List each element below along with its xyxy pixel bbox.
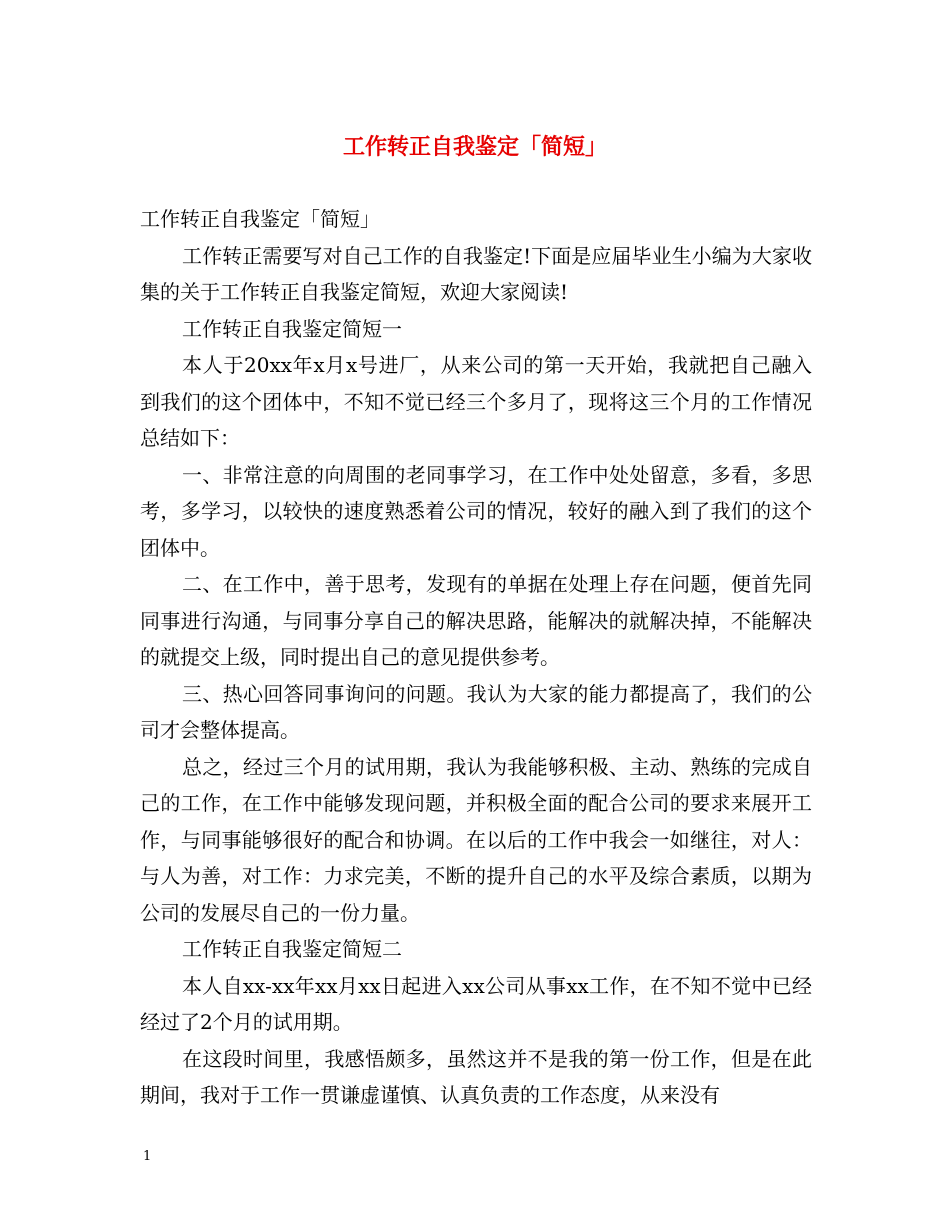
document-body bbox=[140, 201, 812, 1114]
page-number: 1 bbox=[143, 1149, 152, 1164]
paragraph: 三、热心回答同事询问的问题。我认为大家的能力都提高了，我们的公司才会整体提高。 bbox=[140, 681, 812, 742]
paragraph: 本人于20xx年x月x号进厂，从来公司的第一天开始，我就把自己融入到我们的这个团体中，不知不觉已经三个多月了，现将这三个月的工作情况总结如下： bbox=[140, 353, 812, 450]
paragraph: 一、非常注意的向周围的老同事学习，在工作中处处留意，多看，多思考，多学习，以较快的速度熟悉着公司的情况，较好的融入到了我们的这个团体中。 bbox=[140, 462, 812, 560]
section-heading-one: 工作转正自我鉴定简短一 bbox=[182, 316, 402, 341]
paragraph: 总之，经过三个月的试用期，我认为我能够积极、主动、熟练的完成自己的工作，在工作中能够发现问题，并积极全面的配合公司的要求来展开工作，与同事能够很好的配合和协调。在以后的工作中我会一如继往，对人：与人为善，对工作：力求完美，不断的提升自己的水平及综合素质，以期为公司的发展尽自己的一份力量。 bbox=[140, 754, 812, 925]
paragraph-intro: 工作转正需要写对自己工作的自我鉴定!下面是应届毕业生小编为大家收集的关于工作转正自我鉴定简短，欢迎大家阅读! bbox=[140, 243, 812, 304]
document-subtitle: 工作转正自我鉴定「简短」 bbox=[140, 207, 380, 231]
paragraph: 二、在工作中，善于思考，发现有的单据在处理上存在问题，便首先同同事进行沟通，与同事分享自己的解决思路，能解决的就解决掉，不能解决的就提交上级，同时提出自己的意见提供参考。 bbox=[140, 572, 812, 669]
document-title: 工作转正自我鉴定「简短」 bbox=[342, 134, 607, 160]
paragraph: 本人自xx-xx年xx月xx日起进入xx公司从事xx工作，在不知不觉中已经经过了2个月的试用期。 bbox=[140, 973, 812, 1034]
section-heading-two: 工作转正自我鉴定简短二 bbox=[182, 937, 402, 961]
paragraph: 在这段时间里，我感悟颇多，虽然这并不是我的第一份工作，但是在此期间，我对于工作一贯谦虚谨慎、认真负责的工作态度，从来没有 bbox=[140, 1046, 812, 1107]
